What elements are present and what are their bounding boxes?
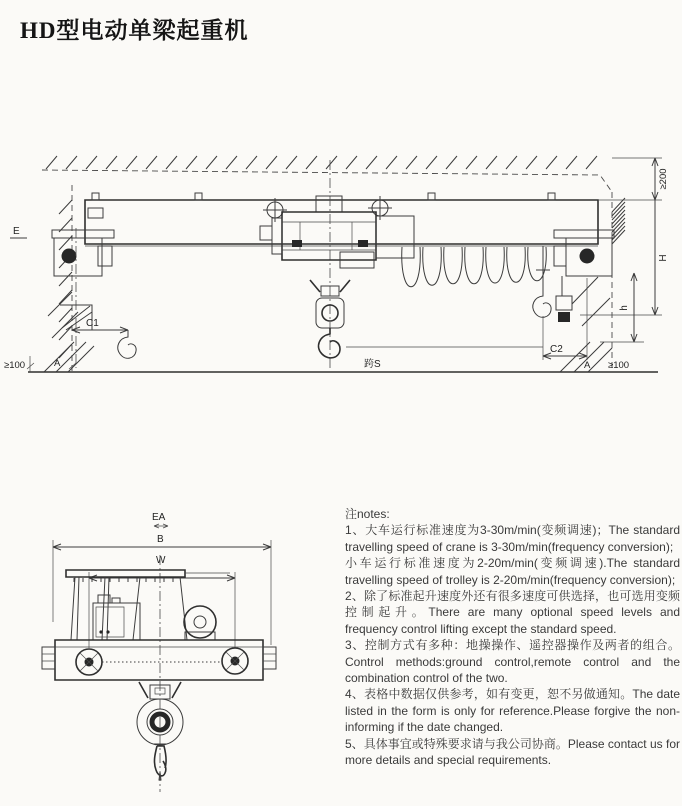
dim-label-ea: EA [152, 512, 166, 523]
dim-label-ge200: ≥200 [658, 168, 669, 190]
dim-label-h-upper: H [658, 254, 669, 262]
hook-icon [533, 290, 551, 317]
hoist-drum [282, 212, 376, 260]
girder-plate-detail [88, 208, 103, 218]
ceiling-hatch [46, 156, 597, 169]
note-item: 2、除了标准起升速度外还有很多速度可供选择，也可选用变频控制起升。There are many optional speed levels and frequency control lifting except the standard speed. [345, 589, 680, 636]
dim-label-ge100-right: ≥100 [608, 360, 630, 371]
crane-end-view-drawing [30, 500, 320, 806]
dim-label-a-left: A [54, 358, 61, 369]
hook-assembly [137, 682, 183, 780]
wheel-icon [62, 249, 77, 264]
wheel-icon [76, 649, 102, 675]
crane-elevation-drawing [0, 100, 682, 485]
top-flange [66, 570, 185, 577]
wheel-icon [222, 648, 248, 674]
note-item: 小车运行标准速度为2-20m/min(变频调速).The standard travelling speed of trolley is 2-20m/min(frequency conversion); [345, 556, 680, 587]
note-item: 4、表格中数据仅供参考，如有变更，恕不另做通知。The date listed in the form is only for reference.Please forgive the non-informing if the date changed. [345, 687, 680, 735]
dim-label-b: B [157, 534, 164, 545]
dimension-lines [53, 512, 271, 648]
hook-left [72, 327, 136, 358]
buffer-left [42, 647, 55, 669]
notes-heading: 注notes: [345, 507, 390, 521]
note-item: 3、控制方式有多种：地操操作、遥控器操作及两者的组合。Control methods:ground control,remote control and the combination control of the two. [345, 638, 680, 686]
dim-label-c2: C2 [550, 344, 563, 355]
crane-elevation-figure [0, 100, 682, 485]
end-truck-left [52, 228, 114, 368]
hoist-motor [376, 216, 414, 258]
dim-label-c1: C1 [86, 318, 99, 329]
crane-cross-section [66, 555, 230, 792]
end-carriage [42, 640, 276, 680]
dim-label-a-right: A [584, 360, 591, 371]
dim-label-w: W [156, 555, 166, 566]
dim-label-h-lower: h [619, 305, 630, 311]
support-legs [71, 577, 109, 640]
note-item: 5、具体事宜或特殊要求请与我公司协商。Please contact us for more details and special requirements. [345, 736, 680, 768]
buffer-right [263, 647, 276, 669]
hook-icon [319, 328, 340, 358]
hoist-body [93, 603, 140, 640]
left-wall-hatch [59, 200, 72, 358]
notes-section [345, 506, 680, 769]
note-item: 1、大车运行标准速度为3-30m/min(变频调速)；The standard travelling speed of crane is 3-30m/min(frequency conversion); [345, 523, 680, 554]
building-outline [28, 156, 658, 372]
dim-label-ge100-left: ≥100 [4, 360, 26, 371]
dim-label-span: 跨S [364, 359, 381, 370]
wheel-icon [580, 249, 595, 264]
motor-icon [184, 606, 216, 638]
page-title: HD型电动单梁起重机 [20, 18, 249, 43]
crane-end-view-figure [30, 500, 320, 806]
festoon-cables [402, 247, 547, 287]
dim-label-e: E [13, 226, 20, 237]
hook-icon [118, 330, 136, 358]
dimension-lines [4, 158, 669, 372]
